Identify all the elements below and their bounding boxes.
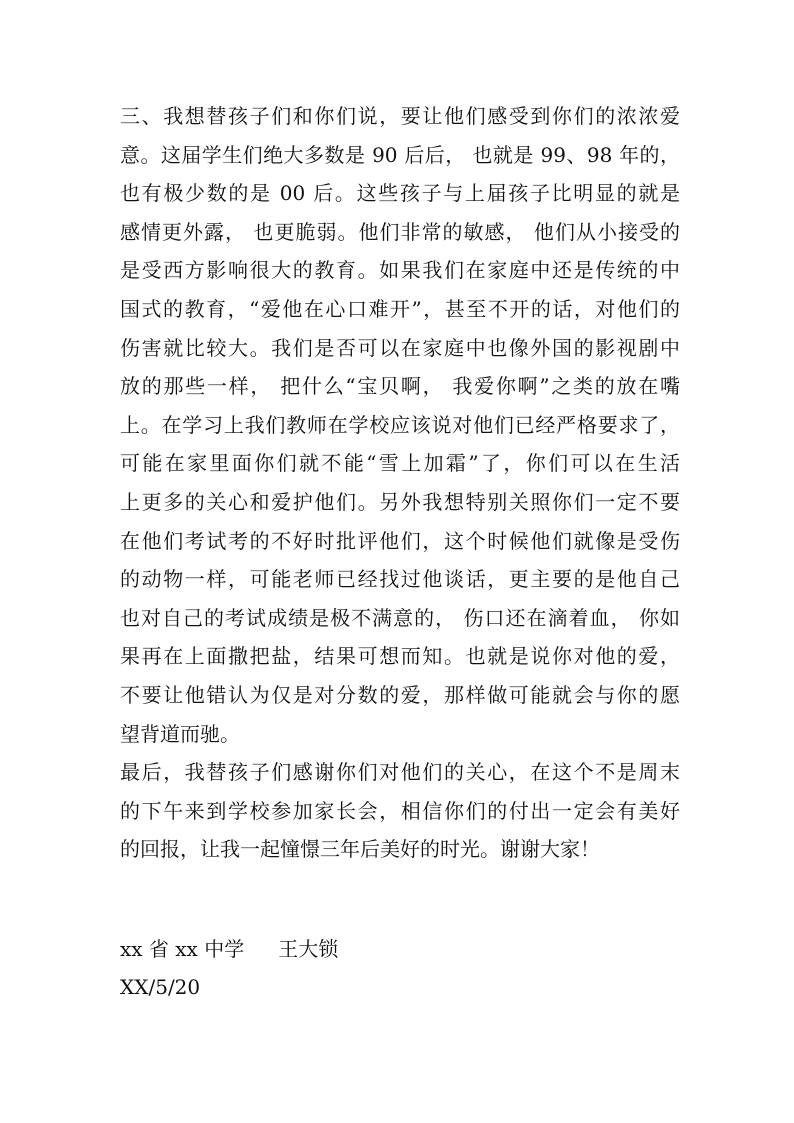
- paragraph-3-line: 上。在学习上我们教师在学校应该说对他们已经严格要求了，: [120, 412, 680, 437]
- paragraph-3-line: 放的那些一样， 把什么“宝贝啊， 我爱你啊”之类的放在嘴: [120, 374, 680, 399]
- paragraph-3-line: 也对自己的考试成绩是极不满意的， 伤口还在滴着血， 你如: [120, 605, 680, 630]
- signature-name: 王大锁: [278, 937, 339, 961]
- paragraph-3-line: 是受西方影响很大的教育。如果我们在家庭中还是传统的中: [120, 258, 680, 283]
- paragraph-3-line: 感情更外露， 也更脆弱。他们非常的敏感， 他们从小接受的: [120, 219, 680, 244]
- paragraph-3-line: 果再在上面撒把盐，结果可想而知。也就是说你对他的爱，: [120, 644, 680, 669]
- body-text: [120, 97, 680, 869]
- paragraph-3-line: 伤害就比较大。我们是否可以在家庭中也像外国的影视剧中: [120, 335, 680, 360]
- closing-line: 的下午来到学校参加家长会，相信你们的付出一定会有美好: [120, 798, 680, 823]
- signature: [120, 930, 338, 968]
- paragraph-3-line: 望背道而驰。: [120, 721, 240, 746]
- paragraph-3-line: 三、我想替孩子们和你们说，要让他们感受到你们的浓浓爱: [120, 104, 680, 128]
- paragraph-3-line: 可能在家里面你们就不能“雪上加霜”了，你们可以在生活: [120, 451, 680, 476]
- closing-line: 的回报，让我一起憧憬三年后美好的时光。谢谢大家！: [120, 837, 600, 862]
- signature-school: xx 省 xx 中学: [120, 937, 245, 961]
- paragraph-3-line: 上更多的关心和爱护他们。另外我想特别关照你们一定不要: [120, 489, 680, 514]
- paragraph-3-line: 的动物一样，可能老师已经找过他谈话，更主要的是他自己: [120, 567, 680, 592]
- paragraph-3-line: 在他们考试考的不好时批评他们，这个时候他们就像是受伤: [120, 528, 680, 553]
- paragraph-3-line: 国式的教育，“爱他在心口难开”，甚至不开的话，对他们的: [120, 296, 680, 321]
- paragraph-3-line: 意。这届学生们绝大多数是 90 后后， 也就是 99、98 年的，: [120, 142, 680, 167]
- closing-line: 最后，我替孩子们感谢你们对他们的关心，在这个不是周末: [120, 760, 680, 785]
- paragraph-3-line: 也有极少数的是 00 后。这些孩子与上届孩子比明显的就是: [120, 181, 680, 206]
- paragraph-3-line: 不要让他错认为仅是对分数的爱，那样做可能就会与你的愿: [120, 682, 680, 707]
- document-date: XX/5/20: [120, 975, 201, 999]
